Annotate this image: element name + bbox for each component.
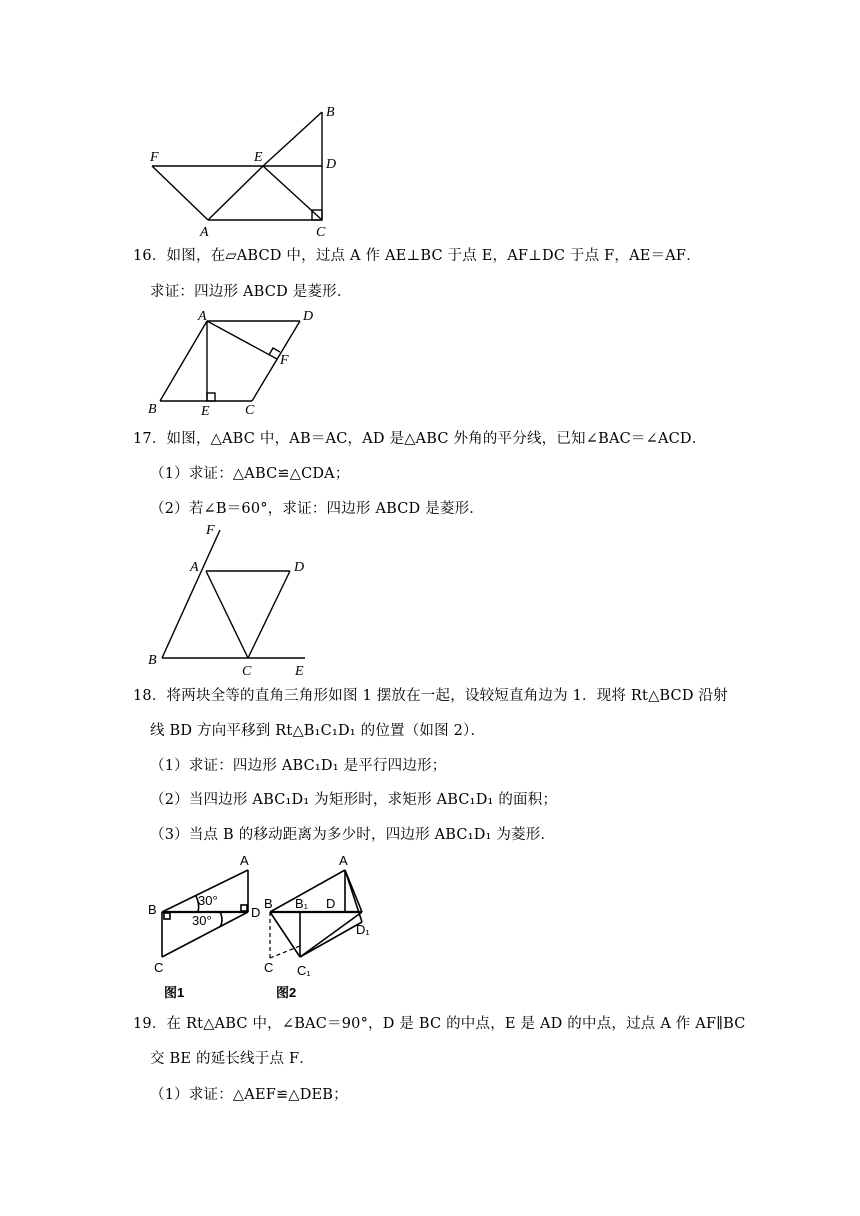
q18-part2: （2）当四边形 ABC₁D₁ 为矩形时，求矩形 ABC₁D₁ 的面积； (150, 792, 558, 808)
fig1-angle-top: 30° (198, 893, 218, 908)
q18-part3: （3）当点 B 的移动距离为多少时，四边形 ABC₁D₁ 为菱形． (150, 827, 556, 843)
q18-statement-cont: 线 BD 方向平移到 Rt△B₁C₁D₁ 的位置（如图 2）． (150, 723, 486, 739)
fig2-label-C1: C₁ (297, 963, 311, 978)
q17-part2: （2）若∠B＝60°，求证：四边形 ABCD 是菱形． (150, 501, 484, 517)
label-D: D (326, 157, 337, 172)
q18-part1: （1）求证：四边形 ABC₁D₁ 是平行四边形； (150, 758, 447, 774)
label-A: A (198, 309, 207, 324)
q18-statement: 18．将两块全等的直角三角形如图 1 摆放在一起，设较短直角边为 1．现将 Rt△BCD 沿射 (133, 688, 728, 704)
q19-part1: （1）求证：△AEF≌△DEB； (150, 1087, 348, 1103)
fig2-caption: 图2 (276, 985, 297, 1000)
figure-q16 (140, 300, 340, 420)
label-E: E (254, 150, 263, 165)
q19-statement-cont: 交 BE 的延长线于点 F． (150, 1051, 314, 1067)
fig1-caption: 图1 (164, 985, 185, 1000)
q16-statement: 16．如图，在▱ABCD 中，过点 A 作 AE⊥BC 于点 E，AF⊥DC 于点 F，AE＝AF． (133, 248, 701, 264)
fig1-angle-bottom: 30° (192, 913, 212, 928)
label-F: F (206, 523, 215, 538)
label-A: A (190, 560, 199, 575)
q16-prove: 求证：四边形 ABCD 是菱形． (150, 284, 352, 300)
fig2-label-D: D (326, 896, 336, 911)
fig2-label-C: C (264, 960, 274, 975)
fig2-label-B: B (264, 896, 273, 911)
fig1-label-A: A (240, 853, 249, 868)
fig2-label-A: A (339, 853, 348, 868)
label-B: B (148, 402, 157, 417)
fig2-label-B1: B₁ (295, 896, 309, 911)
label-D: D (303, 309, 314, 324)
label-D: D (294, 560, 305, 575)
label-B: B (148, 653, 157, 668)
q19-statement: 19．在 Rt△ABC 中，∠BAC＝90°，D 是 BC 的中点，E 是 AD 的中点，过点 A 作 AF∥BC (133, 1016, 746, 1032)
label-C: C (316, 225, 326, 240)
label-E: E (201, 404, 210, 419)
fig2-label-D1: D₁ (356, 922, 370, 937)
figure-q15 (140, 100, 350, 240)
q17-statement: 17．如图，△ABC 中，AB＝AC，AD 是△ABC 外角的平分线，已知∠BAC＝∠ACD． (133, 431, 707, 447)
label-F: F (150, 150, 159, 165)
figure-q17 (140, 520, 340, 680)
label-E: E (295, 664, 304, 679)
q17-part1: （1）求证：△ABC≌△CDA； (150, 466, 350, 482)
label-C: C (242, 664, 252, 679)
figure-q18 (140, 850, 380, 1005)
fig1-label-C: C (154, 960, 164, 975)
label-F: F (280, 353, 289, 368)
label-A: A (200, 225, 209, 240)
label-B: B (326, 105, 335, 120)
fig1-label-D: D (251, 905, 261, 920)
fig1-label-B: B (148, 902, 157, 917)
label-C: C (245, 403, 255, 418)
